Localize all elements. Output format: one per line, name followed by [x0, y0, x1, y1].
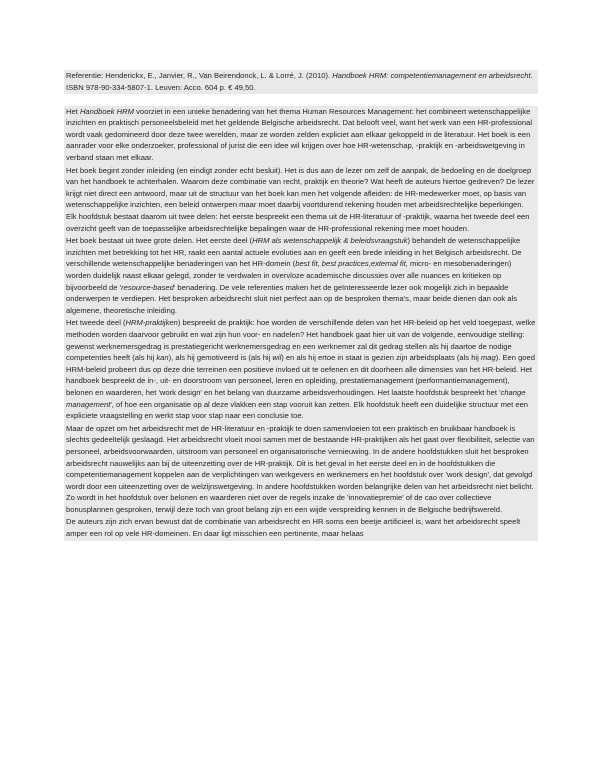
paragraph-part-two — [64, 317, 538, 422]
reference-title: Handboek HRM: competentiemanagement en arbeidsrecht — [332, 71, 531, 80]
paragraph-intro — [64, 106, 538, 165]
text-run-italic: kan — [156, 353, 169, 363]
text-run: ), als hij gemotiveerd is (als hij — [168, 353, 273, 363]
text-run: micro- en mesobenaderingen) worden duidelijk naast elkaar gelegd, zonder te verdwalen in overvloze academische discussies over alle nuances en kritieken op bijvoorbeeld de ' — [66, 259, 512, 292]
reference-prefix: Referentie: Henderickx, E., Janvier, R., Van Beirendonck, L. & Lorré, J. (2010). — [66, 71, 333, 80]
paragraph-structure — [64, 165, 538, 236]
paragraph-critique — [64, 423, 538, 517]
text-run: ', of hoe een organisatie op al deze vlakken een stap vooruit kan zetten. Elk hoofdstuk heeft een duidelijke structuur met een expliciete vraagstelling en werkt stap voor stap naar een conclusie toe. — [66, 399, 529, 421]
text-run: ' benadering. De vele referenties maken het de geïnteresseerde lezer ook mogelijk zich in bepaalde onderwerpen te verdiepen. Het besproken arbeidsrecht sluit niet perfect aan op de besproken thema's, maar beide dienen dan ook als algemene, theoretische inleiding. — [66, 282, 518, 315]
text-run-italic: mag — [480, 353, 496, 363]
paragraph-closing — [64, 516, 538, 540]
text-run: ) bespreekt de praktijk: hoe worden de verschillende delen van het HR-beleid op het veld toegepast, welke methoden worden daarvoor gebruikt en wat zijn hun voor- en nadelen? Het handboek gaat hier uit van de volgende, eenvoudige stelling: gewenst werknemersgedrag is prestatiegericht werknemersgedrag en een werknemer zal dit gedrag stellen als hij daartoe de nodige competenties heeft (als hij — [66, 318, 536, 363]
text-run: Het — [66, 106, 80, 116]
text-run-italic: resource-based — [121, 282, 174, 292]
text-run-italic: wil — [272, 353, 282, 363]
text-run-italic: Handboek HRM — [79, 106, 134, 116]
text-run-italic: HRM als wetenschappelijk & beleidsvraagstuk — [252, 236, 408, 246]
text-run: ) behandelt de wetenschappelijke inzichten met betrekking tot het HR, raakt een aantal actuele evoluties aan en geeft een brede inleiding in het Belgisch arbeidsrecht. De verschillende wetenschappelijke benaderingen van het HR-domein ( — [66, 236, 522, 269]
text-run: voorziet in een unieke benadering van het thema Human Resources Management: het combineert wetenschappelijke inzichten en praktisch personeelsbeleid met het geldende Belgische arbeidsrecht. Dat belooft veel, want het werk van een HR-professional wordt vaak gedomineerd door deze twee werelden, maar ze worden zelden expliciet aan elkaar gekoppeld in de literatuur. Het boek is een aanrader voor elke onderzoeker, professional of jurist die een idee wil krijgen over hoe HR-wetenschap, -praktijk en -arbeidswetgeving in verband staan met elkaar. — [66, 106, 533, 163]
reference-paragraph — [64, 70, 538, 94]
text-run-italic: change management — [66, 387, 526, 409]
text-run: Het boek begint zonder inleiding (en eindigt zonder echt besluit). Het is dus aan de lezer om zelf de aanpak, de bedoeling en de doelgroep van het handboek te achterhalen. Waarom deze combinatie van recht, praktijk en theorie? Wat heeft de auteurs hiertoe gedreven? De lezer krijgt niet direct een antwoord, maar uit de structuur van het boek kan men het volgende afleiden: de HR-medewerker moet, op basis van wetenschappelijke inzichten, een beleid ontwerpen maar moet daarbij voortdurend rekening houden met arbeidsrechtelijke beperkingen. Elk hoofdstuk bestaat daarom uit twee delen: het eerste bespreekt een thema uit de HR-literatuur of -praktijk, waarna het tweede deel een overzicht geeft van de toepasselijke arbeidsrechtelijke bepalingen waar de HR-professional rekening mee moet houden. — [66, 165, 535, 233]
text-run: Het tweede deel ( — [66, 318, 126, 328]
text-run: De auteurs zijn zich ervan bewust dat de combinatie van arbeidsrecht en HR soms een beetje artificieel is, want het arbeidsrecht speelt amper een rol op vele HR-domeinen. En daar ligt misschien een pertinente, maar helaas — [66, 517, 521, 539]
reference-suffix: . ISBN 978-90-334-5807-1. Leuven: Acco. 604 p. € 49,50. — [66, 71, 533, 92]
review-text — [64, 70, 538, 541]
text-run: ). Een goed HRM-beleid probeert dus op deze drie terreinen een positieve invloed uit te oefenen en dit doorheen alle dimensies van het HR-beleid. Het handboek bespreekt de in-, uit- en doorstroom van personeel, leren en opleiding, prestatiemanagement (performantiemanagement), belonen en waarderen, het 'work design' en het belang van duurzame arbeidsverhoudingen. Het laatste hoofdstuk bespreekt het ' — [66, 353, 535, 397]
text-run: Maar de opzet om het arbeidsrecht met de HR-literatuur en -praktijk te doen samenvloeien tot een praktisch en bruikbaar handboek is slechts gedeeltelijk geslaagd. Het arbeidsrecht vloeit mooi samen met de bestaande HR-praktijken als het gaat over flexibiliteit, selectie van personeel, arbeidsvoorwaarden, uitstroom van personeel en organisatorische vernieuwing. In de andere hoofdstukken sluit het besproken arbeidsrecht nauwelijks aan bij de uiteenzetting over de HR-praktijk. Dit is het geval in het eerste deel en in de hoofdstukken die competentiemanagement koppelen aan de verplichtingen van werkgevers en werknemers en het hoofdstuk over 'work design', dat gevolgd wordt door een uiteenzetting over de welzijnswetgeving. In andere hoofdstukken worden belangrijke delen van het arbeidsrecht niet belicht. Zo wordt in het hoofdstuk over belonen en waarderen niet over de regels inzake de 'innovatiepremie' of de cao over collectieve bonusplannen gesproken, terwijl deze toch van groot belang zijn en een wijde verspreiding kennen in de Belgische bedrijfswereld. — [66, 423, 535, 514]
text-run-italic: HRM-praktijken — [125, 318, 178, 328]
text-run: Het boek bestaat uit twee grote delen. Het eerste deel ( — [66, 236, 253, 246]
text-run-italic: best fit, best practices,external fit, — [295, 259, 408, 269]
text-run: ) en als hij ertoe in staat is gezien zijn arbeidsplaats (als hij — [281, 353, 481, 363]
paragraph-part-one — [64, 235, 538, 317]
